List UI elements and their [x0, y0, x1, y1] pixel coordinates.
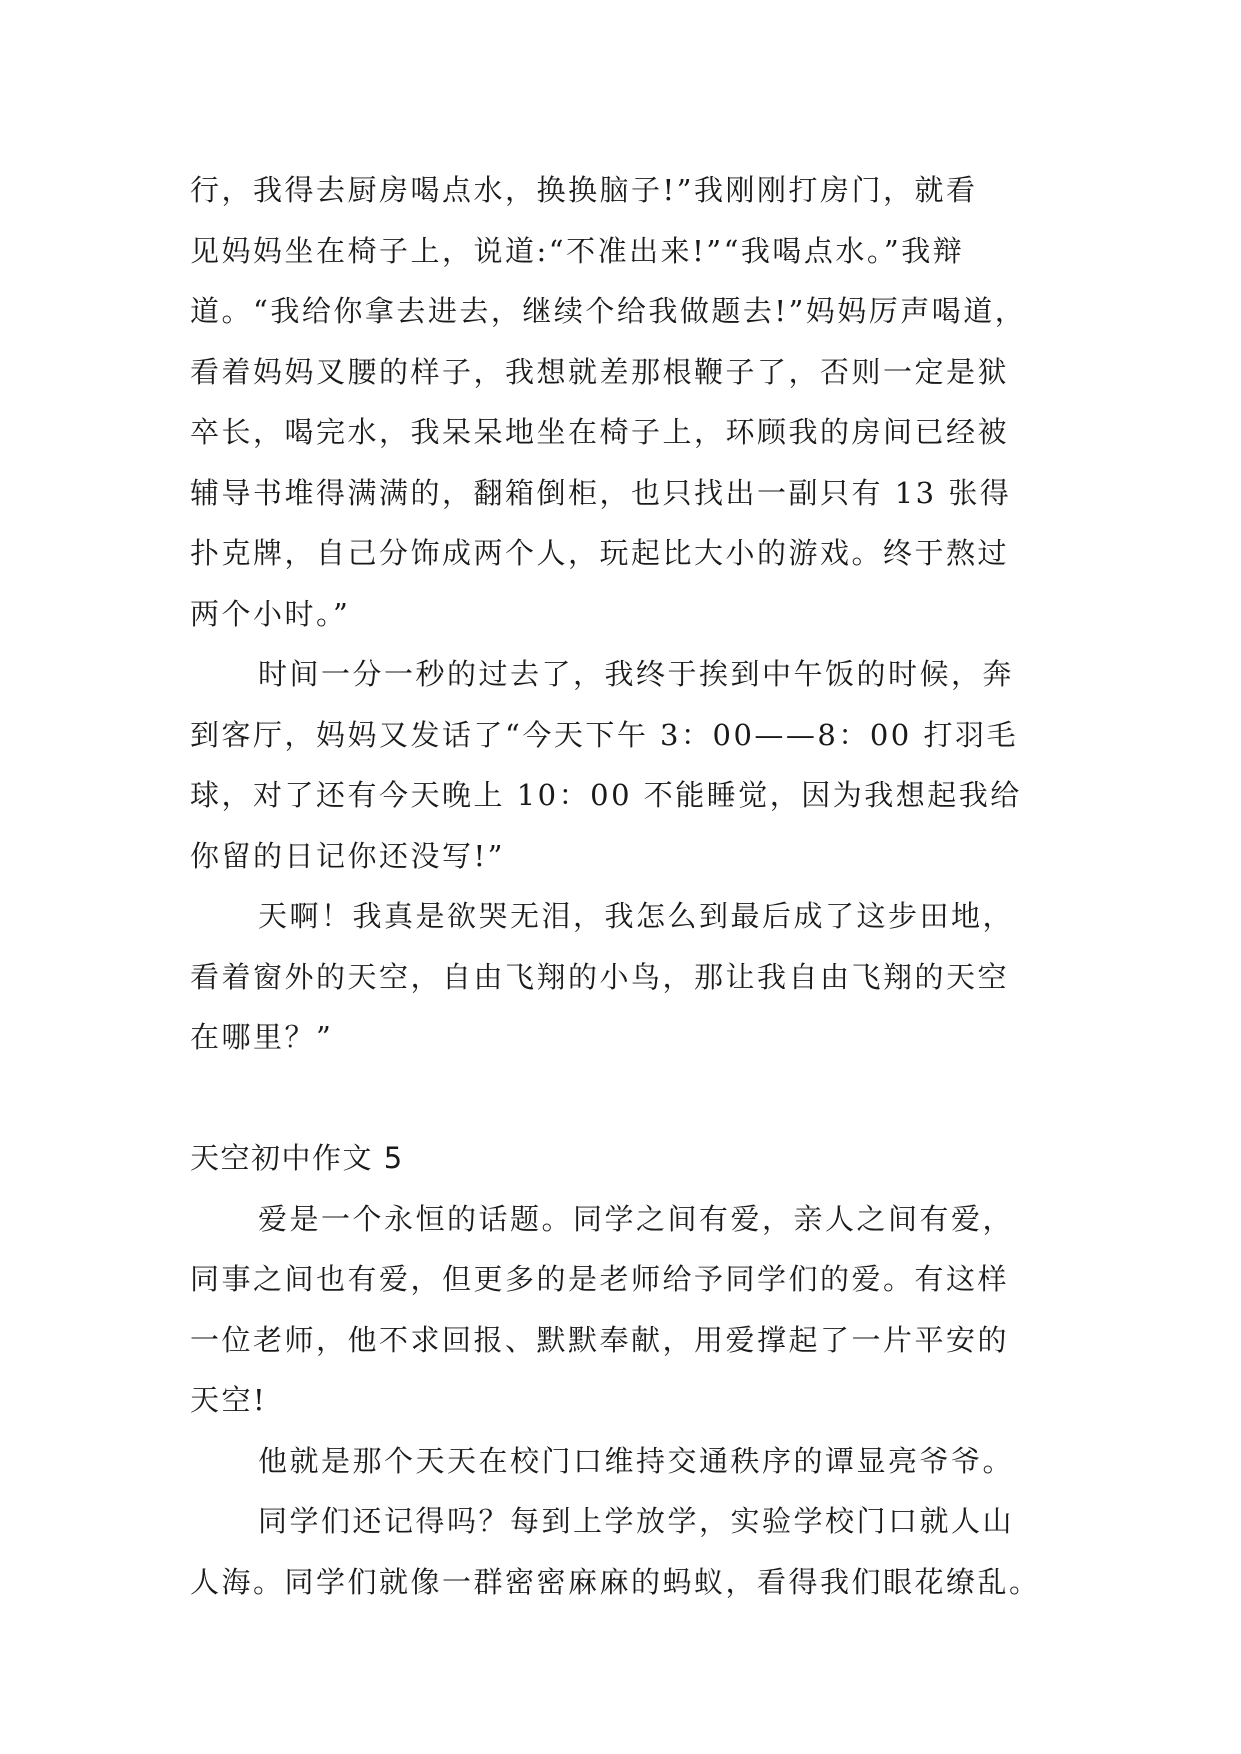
- text-line: 人海。同学们就像一群密密麻麻的蚂蚁，看得我们眼花缭乱。: [190, 1564, 1041, 1599]
- text-line: 同学们还记得吗？每到上学放学，实验学校门口就人山: [258, 1504, 1015, 1538]
- paragraph-lunch: [190, 644, 1060, 886]
- text-line: 球，对了还有今天晚上 10：00 不能睡觉，因为我想起我给: [190, 778, 1022, 812]
- text-line: 到客厅，妈妈又发话了“今天下午 3：00——8：00 打羽毛: [190, 717, 1018, 752]
- document-body: [190, 160, 1060, 1612]
- text-line: 见妈妈坐在椅子上，说道:“不准出来!”“我喝点水。”我辩: [190, 233, 965, 268]
- paragraph-continuation: [190, 160, 1060, 644]
- text-line: 两个小时。”: [190, 596, 351, 631]
- text-line: 卒长，喝完水，我呆呆地坐在椅子上，环顾我的房间已经被: [190, 415, 1010, 449]
- paragraph-sky: [190, 886, 1060, 1068]
- text-line: 在哪里？”: [190, 1020, 334, 1054]
- text-line: 一位老师，他不求回报、默默奉献，用爱撑起了一片平安的: [190, 1322, 1010, 1357]
- section-heading: 天空初中作文 5: [190, 1141, 404, 1175]
- text-line: 时间一分一秒的过去了，我终于挨到中午饭的时候，奔: [258, 657, 1015, 691]
- text-line: 道。“我给你拿去进去，继续个给我做题去!”妈妈厉声喝道，: [190, 294, 1027, 328]
- text-line: 扑克牌，自己分饰成两个人，玩起比大小的游戏。终于熬过: [190, 536, 1010, 570]
- text-line: 你留的日记你还没写!”: [190, 838, 505, 873]
- text-line: 爱是一个永恒的话题。同学之间有爱，亲人之间有爱，: [258, 1201, 1015, 1236]
- paragraph-school-gate: [190, 1491, 1060, 1612]
- text-line: 看着窗外的天空，自由飞翔的小鸟，那让我自由飞翔的天空: [190, 959, 1010, 994]
- text-line: 天空!: [190, 1383, 268, 1417]
- paragraph-love: [190, 1189, 1060, 1431]
- section-gap: [190, 1068, 1060, 1129]
- text-line: 看着妈妈叉腰的样子，我想就差那根鞭子了，否则一定是狱: [190, 354, 1010, 389]
- text-line: 同事之间也有爱，但更多的是老师给予同学们的爱。有这样: [190, 1262, 1010, 1296]
- paragraph-grandpa: [190, 1431, 1060, 1492]
- text-line: 天啊！我真是欲哭无泪，我怎么到最后成了这步田地，: [258, 899, 1015, 933]
- text-line: 行，我得去厨房喝点水，换换脑子!”我刚刚打房门，就看: [190, 173, 978, 207]
- text-line: 他就是那个天天在校门口维持交通秩序的谭显亮爷爷。: [258, 1443, 1015, 1478]
- text-line: 辅导书堆得满满的，翻箱倒柜，也只找出一副只有 13 张得: [190, 475, 1012, 510]
